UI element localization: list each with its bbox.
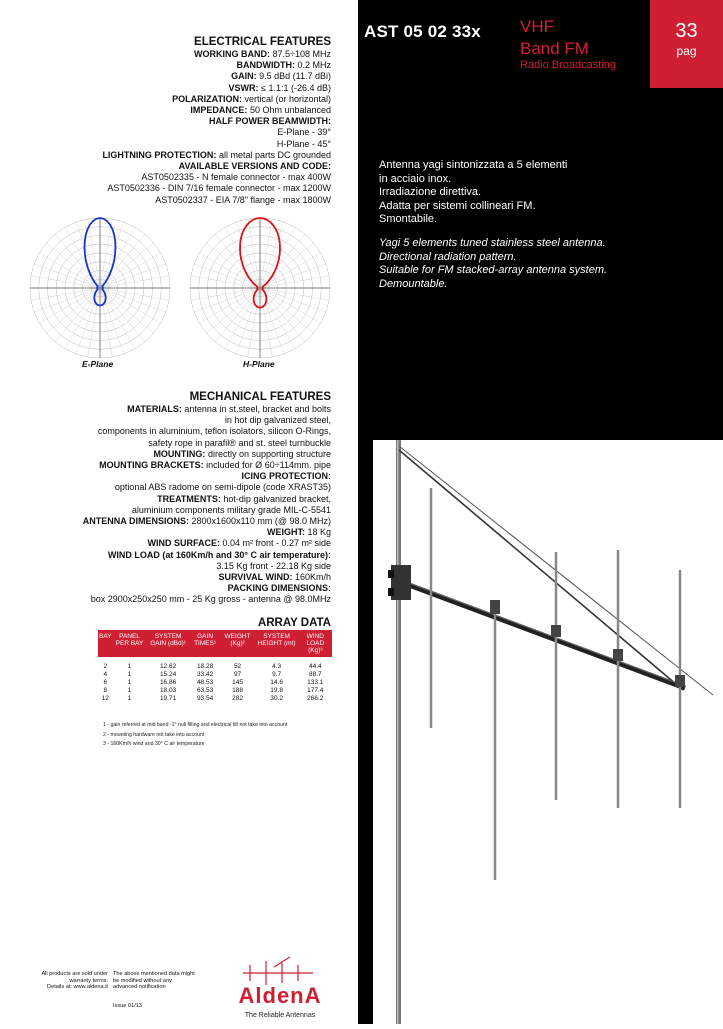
spec-line: AST0502336 - DIN 7/16 female connector - max 1200W xyxy=(107,183,331,194)
spec-line: 3.15 Kg front - 22.18 Kg side xyxy=(216,560,331,571)
spec-line: ANTENNA DIMENSIONS: 2800x1600x110 mm (@ 98.0 MHz) xyxy=(82,516,331,527)
logo-tagline: The Reliable Antennas xyxy=(244,1012,316,1019)
page-number: 33 xyxy=(675,20,698,42)
spec-line: E-Plane - 39° xyxy=(277,127,331,138)
array-notes xyxy=(103,721,287,750)
spec-line: BANDWIDTH: 0.2 MHz xyxy=(236,60,331,71)
en-line: Directional radiation pattern. xyxy=(379,250,517,263)
note-line: 1 - gain referred at mid band -1° null filling and electrical tilt not take into account xyxy=(103,722,288,728)
band-line-1: VHF xyxy=(520,17,554,36)
col-header: SYSTEM HEIGHT (mt) xyxy=(255,630,299,657)
italian-description xyxy=(379,159,567,227)
electrical-title: ELECTRICAL FEATURES xyxy=(194,36,331,48)
spec-line: H-Plane - 45° xyxy=(276,138,331,149)
en-line: Demountable. xyxy=(379,277,448,290)
table-row: 4 1 15.24 33.42 97 9.7 88.7 xyxy=(103,671,322,678)
english-description xyxy=(379,237,607,291)
spec-line: IMPEDANCE: 50 Ohm unbalanced xyxy=(190,105,331,116)
table-row: 12 1 19.71 93.54 282 30.2 266.2 xyxy=(101,695,324,702)
spec-line: aluminium components military grade MIL-C-5541 xyxy=(131,504,331,515)
logo-wordmark: AldenA xyxy=(238,983,322,1008)
spec-line: SURVIVAL WIND: 160Km/h xyxy=(218,572,331,583)
spec-line: components in aluminium, teflon isolators, silicon O-Rings, xyxy=(97,426,331,437)
it-line: in acciaio inox. xyxy=(379,172,452,185)
col-header: SYSTEM GAIN (dBd)¹ xyxy=(146,630,189,657)
polar-grid xyxy=(30,218,170,358)
spec-line: WIND LOAD (at 160Km/h and 30° C air temperature): xyxy=(107,549,331,560)
table-row: 6 1 16.86 48.53 145 14.6 133.1 xyxy=(103,679,324,686)
antenna-illustration xyxy=(373,440,723,1024)
spec-line: ICING PROTECTION: xyxy=(241,471,331,482)
note-line: 3 - 160Km/h wind and 30° C air temperature xyxy=(103,741,205,747)
spec-line: WEIGHT: 18 Kg xyxy=(266,527,331,538)
table-row: 2 1 12.62 18.28 52 4.3 44.4 xyxy=(103,663,322,670)
band-line-3: Radio Broadcasting xyxy=(520,59,617,71)
col-header: WIND LOAD (Kg)³ xyxy=(299,630,332,657)
it-line: Antenna yagi sintonizzata a 5 elementi xyxy=(379,159,568,171)
footer-warranty: All products are sold under warranty terms. Details at: www.aldena.it xyxy=(41,971,108,990)
spec-line: MOUNTING BRACKETS: included for Ø 60÷114mm. pipe xyxy=(99,460,331,471)
table-row: 8 1 18.03 63.53 188 19.8 177.4 xyxy=(103,687,324,694)
col-header: BAY xyxy=(98,630,113,657)
note-line: 2 - mounting hardware not take into account xyxy=(103,731,205,738)
spec-line: in hot dip galvanized steel, xyxy=(224,415,331,426)
page-badge xyxy=(650,0,723,88)
band-line-2: Band FM xyxy=(520,39,589,58)
col-header: GAIN TIMES¹ xyxy=(190,630,221,657)
h-plane-label: H-Plane xyxy=(243,359,275,369)
spec-line: AST0502337 - EIA 7/8" flange - max 1800W xyxy=(155,194,331,205)
spec-line: PACKING DIMENSIONS: xyxy=(227,583,331,594)
it-line: Irradiazione direttiva. xyxy=(379,186,482,199)
polar-grid xyxy=(190,218,330,358)
en-line: Suitable for FM stacked-array antenna system. xyxy=(379,264,608,277)
spec-line: optional ABS radome on semi-dipole (code XRAST35) xyxy=(114,482,331,493)
radiation-patterns xyxy=(25,210,335,370)
spec-line: POLARIZATION: vertical (or horizontal) xyxy=(172,93,331,104)
footer-disclaimer: The above mentioned data might be modified without any advanced notification xyxy=(113,971,195,990)
spec-line: MATERIALS: antenna in st.steel, bracket and bolts xyxy=(127,404,331,414)
spec-line: box 2900x250x250 mm - 25 Kg gross - antenna @ 98.0MHz xyxy=(90,594,331,605)
spec-line: MOUNTING: directly on supporting structure xyxy=(153,448,331,459)
spec-line: WORKING BAND: 87.5÷108 MHz xyxy=(194,49,331,59)
antenna-photo xyxy=(373,440,723,1024)
model-code: AST 05 02 33x xyxy=(364,22,481,41)
spec-line: safety rope in parafil® and st. steel turnbuckle xyxy=(148,437,331,448)
it-line: Smontabile. xyxy=(379,213,438,226)
spec-line: AVAILABLE VERSIONS AND CODE: xyxy=(178,161,331,172)
e-plane-label: E-Plane xyxy=(82,359,114,369)
mechanical-title: MECHANICAL FEATURES xyxy=(189,391,331,403)
array-data-table xyxy=(98,630,332,703)
aldena-logo xyxy=(218,955,343,1020)
en-line: Yagi 5 elements tuned stainless steel antenna. xyxy=(379,237,606,249)
col-header: WEIGHT (Kg)² xyxy=(220,630,254,657)
spec-line: HALF POWER BEAMWIDTH: xyxy=(209,116,331,127)
page-label: pag xyxy=(676,44,697,58)
spec-line: VSWR: ≤ 1.1:1 (-26.4 dB) xyxy=(228,82,331,93)
spec-line: AST0502335 - N female connector - max 400W xyxy=(141,172,331,183)
spec-line: TREATMENTS: hot-dip galvanized bracket, xyxy=(157,493,331,504)
array-data-title: ARRAY DATA xyxy=(257,617,331,629)
spec-line: WIND SURFACE: 0.04 m² front - 0.27 m² side xyxy=(147,538,331,549)
spec-line: GAIN: 9.5 dBd (11.7 dBi) xyxy=(231,71,331,82)
logo-antenna-icon xyxy=(243,957,313,985)
electrical-features xyxy=(102,35,331,206)
spec-line: LIGHTNING PROTECTION: all metal parts DC grounded xyxy=(102,149,331,160)
it-line: Adatta per sistemi collineari FM. xyxy=(379,199,536,212)
mechanical-features xyxy=(83,390,331,606)
table-header-row xyxy=(98,630,332,657)
issue-number: Issue 01/13 xyxy=(113,1003,142,1009)
col-header: PANEL PER BAY xyxy=(113,630,147,657)
